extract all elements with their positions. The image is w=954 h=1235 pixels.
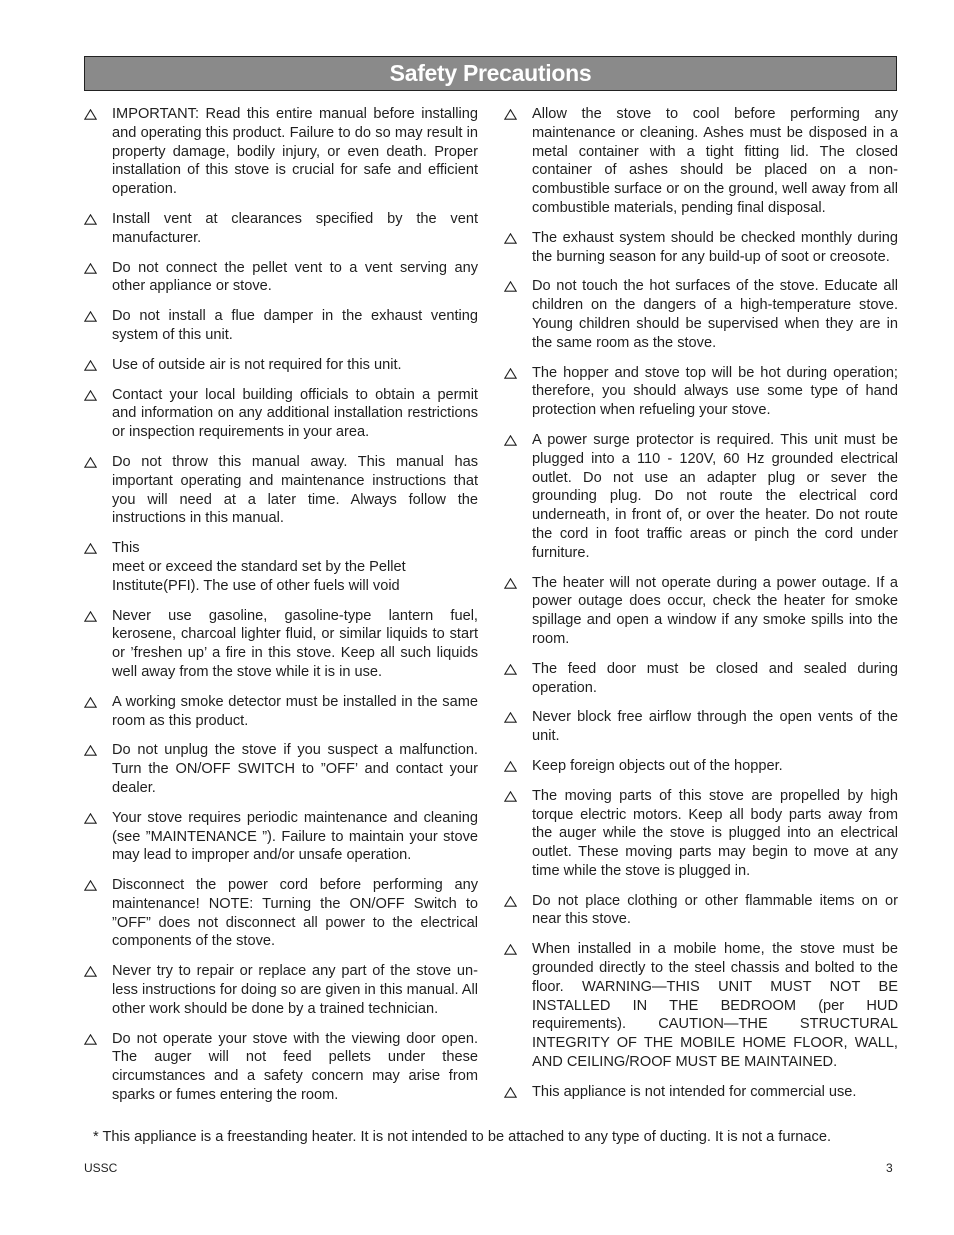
right-column: [504, 105, 898, 1113]
precaution-item: [84, 356, 478, 375]
precaution-text: Do not touch the hot surfaces of the stove. Educate all children on the dangers of a high-temperature stove. Young children should be supervised when they are in the same room as the stove.: [532, 278, 898, 351]
precaution-text: Keep foreign objects out of the hopper.: [532, 757, 783, 774]
warning-triangle-icon: [84, 386, 112, 442]
precaution-item: [504, 574, 898, 649]
precaution-item: [84, 962, 478, 1018]
precaution-text: Allow the stove to cool before performing any maintenance or cleaning. Ashes must be disposed in a metal container with a tight fitting lid. The closed container of ashes should be placed on a non-combustible surface or on the ground, well away from all combustible materials, pending final disposal.: [532, 106, 898, 216]
page-title: Safety Precautions: [389, 60, 592, 86]
precaution-item: [504, 757, 898, 776]
precaution-text: Never use gasoline, gasoline-type lantern fuel, kerosene, charcoal lighter fluid, or similar liquids to start or ’freshen up’ a fire in this stove. Keep all such liquids well away from the stove while it is in use.: [112, 607, 478, 680]
precaution-text: Do not place clothing or other flammable items on or near this stove.: [532, 892, 898, 928]
warning-triangle-icon: [504, 940, 532, 1072]
warning-triangle-icon: [84, 259, 112, 297]
warning-triangle-icon: [504, 277, 532, 352]
warning-triangle-icon: [504, 892, 532, 930]
precaution-item: [504, 105, 898, 218]
warning-triangle-icon: [84, 693, 112, 731]
precaution-text: Never block free airflow through the open vents of the unit.: [532, 709, 898, 745]
precaution-item: [504, 940, 898, 1072]
warning-triangle-icon: [504, 660, 532, 698]
precaution-item: [84, 307, 478, 345]
precaution-item: [84, 607, 478, 682]
precaution-text: Do not install a flue damper in the exhaust venting system of this unit.: [112, 308, 478, 343]
warning-triangle-icon: [504, 364, 532, 420]
warning-triangle-icon: [504, 431, 532, 563]
warning-triangle-icon: [84, 453, 112, 528]
precaution-text: The moving parts of this stove are propelled by high torque electric motors. Keep all body parts away from the auger while the stove is plugged into an electrical outlet. These moving parts may begin to move at any time while the stove is plugged in.: [532, 787, 898, 879]
precaution-item: [84, 210, 478, 248]
precaution-item: [84, 876, 478, 951]
precaution-item: [504, 892, 898, 930]
precaution-text: The feed door must be closed and sealed during operation.: [532, 660, 898, 696]
precaution-item: [84, 453, 478, 528]
precaution-text: Use of outside air is not required for this unit.: [112, 356, 402, 373]
precaution-text: Do not operate your stove with the viewing door open. The auger will not feed pellets under these circumstances and a safety concern may arise from sparks or fumes entering the room.: [112, 1030, 478, 1104]
precaution-text: Never try to repair or replace any part of the stove un-less instructions for doing so are given in this manual. All other work should be done by a trained technician.: [112, 963, 478, 1017]
precaution-text: Your stove requires periodic maintenance and cleaning (see ”MAINTENANCE ”). Failure to maintain your stove may lead to improper and/or unsafe operation.: [112, 809, 478, 864]
precaution-text: Install vent at clearances specified by the vent manufacturer.: [112, 210, 478, 246]
precaution-text: The exhaust system should be checked monthly during the burning season for any build-up of soot or creosote.: [532, 229, 898, 265]
footer-brand: USSC: [84, 1161, 118, 1175]
warning-triangle-icon: [504, 105, 532, 218]
precaution-item: [504, 364, 898, 420]
warning-triangle-icon: [84, 1030, 112, 1105]
title-bar: [84, 56, 897, 91]
precaution-text: A working smoke detector must be installed in the same room as this product.: [112, 693, 478, 729]
warning-triangle-icon: [84, 356, 112, 375]
precaution-item: [84, 741, 478, 797]
page-number: 3: [886, 1161, 893, 1175]
warning-triangle-icon: [504, 787, 532, 881]
warning-triangle-icon: [84, 210, 112, 248]
precaution-item: [84, 693, 478, 731]
precaution-item: [84, 259, 478, 297]
precaution-item: [504, 708, 898, 746]
warning-triangle-icon: [84, 539, 112, 595]
warning-triangle-icon: [84, 105, 112, 199]
warning-triangle-icon: [84, 307, 112, 345]
precaution-text: When installed in a mobile home, the stove must be grounded directly to the steel chassis and bolted to the floor. WARNING—THIS UNIT MUST NOT BE INSTALLED IN THE BEDROOM (per HUD requirements). CAUTION—THE STRUCTURAL INTEGRITY OF THE MOBILE HOME FLOOR, WALL, AND CEILING/ROOF MUST BE MAINTAINED.: [532, 941, 898, 1071]
precaution-item: [504, 1083, 898, 1102]
precaution-text: A power surge protector is required. This unit must be plugged into a 110 - 120V, 60 Hz grounded electrical outlet. Do not use an adapter plug or sever the grounding plug. Do not route the electrical cord underneath, in front of, or over the heater. Do not route the cord in foot traffic areas or pinch the cord under furniture.: [532, 431, 898, 561]
precaution-text: The heater will not operate during a power outage. If a power outage does occur, check the heater for smoke spillage and open a window if any smoke spills into the room.: [532, 574, 898, 647]
precaution-item: [84, 386, 478, 442]
precaution-text: Disconnect the power cord before performing any maintenance! NOTE: Turning the ON/OFF Switch to ”OFF” does not disconnect all power to the electrical components of the stove.: [112, 877, 478, 950]
warning-triangle-icon: [504, 757, 532, 776]
precaution-text: Contact your local building officials to obtain a permit and information on any additional installation restrictions or inspection requirements in your area.: [112, 386, 478, 441]
warning-triangle-icon: [84, 607, 112, 682]
precaution-item: [504, 431, 898, 563]
footnote: * This appliance is a freestanding heater. It is not intended to be attached to any type of ducting. It is not a furnace.: [93, 1129, 832, 1145]
warning-triangle-icon: [504, 574, 532, 649]
precaution-text: This appliance is not intended for commercial use.: [532, 1083, 857, 1100]
precaution-text: Do not connect the pellet vent to a vent serving any other appliance or stove.: [112, 259, 478, 295]
warning-triangle-icon: [504, 1083, 532, 1102]
warning-triangle-icon: [84, 962, 112, 1018]
precaution-text: IMPORTANT: Read this entire manual before installing and operating this product. Failure to do so may result in property damage, bodily injury, or even death. Proper installation of this stove is crucial for safe and efficient operation.: [112, 106, 478, 198]
warning-triangle-icon: [84, 876, 112, 951]
warning-triangle-icon: [84, 809, 112, 865]
precaution-text: The hopper and stove top will be hot during operation; therefore, you should always use some type of hand protection when refueling your stove.: [532, 364, 898, 419]
warning-triangle-icon: [504, 229, 532, 267]
precaution-item: [504, 277, 898, 352]
precaution-text: Do not throw this manual away. This manual has important operating and maintenance instructions that you will need at a later time. Always follow the instructions in this manual.: [112, 453, 478, 527]
precaution-item: [84, 539, 478, 595]
precaution-text: This meet or exceed the standard set by the Pellet Institute(PFI). The use of other fuels will void: [112, 540, 406, 594]
precaution-item: [504, 660, 898, 698]
precaution-text: Do not unplug the stove if you suspect a malfunction. Turn the ON/OFF SWITCH to ”OFF’ and contact your dealer.: [112, 742, 478, 796]
precaution-item: [504, 229, 898, 267]
precaution-item: [84, 809, 478, 865]
left-column: [84, 105, 478, 1116]
warning-triangle-icon: [84, 741, 112, 797]
precaution-item: [84, 105, 478, 199]
precaution-item: [84, 1030, 478, 1105]
warning-triangle-icon: [504, 708, 532, 746]
precaution-item: [504, 787, 898, 881]
